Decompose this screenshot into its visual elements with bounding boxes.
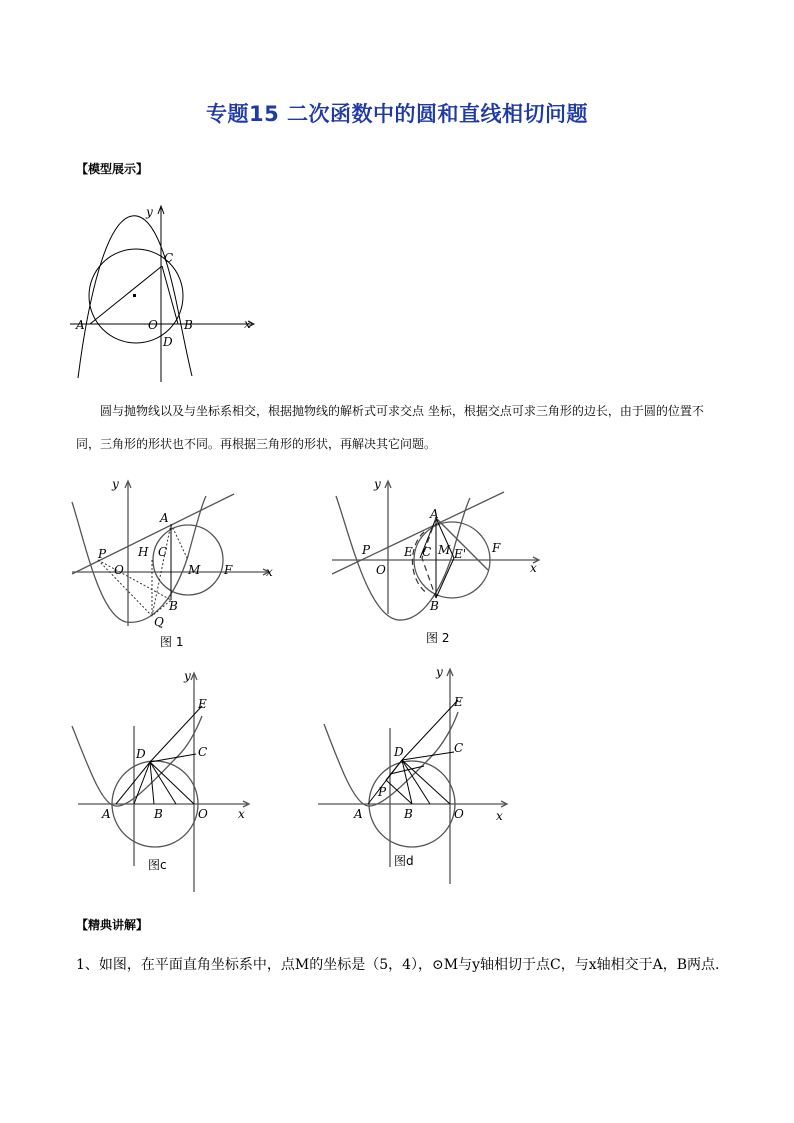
figc-label-e: E [198, 697, 207, 711]
fig2-label-b: B [430, 599, 439, 613]
fig1-label-m: M [188, 563, 201, 577]
section-heading-examples: 【精典讲解】 [76, 918, 149, 932]
fig2-label-e: E [404, 545, 413, 559]
fig1-caption: 图 1 [160, 635, 184, 649]
fig1-label-x: x [266, 565, 273, 579]
page-title: 专题15 二次函数中的圆和直线相切问题 [205, 102, 589, 126]
model-label-a: A [76, 318, 85, 332]
fig2-label-c: C [422, 545, 432, 559]
model-label-b: B [184, 318, 193, 332]
figd-label-d: D [394, 745, 404, 759]
fig1-label-b: B [169, 599, 178, 613]
figc-caption: 图c [148, 858, 167, 872]
figc-label-o: O [198, 807, 208, 821]
figure-1 [68, 476, 288, 654]
figc-label-x: x [238, 807, 245, 821]
fig1-label-o: O [114, 563, 124, 577]
fig1-label-h: H [138, 545, 149, 559]
example-1-text: 1、如图，在平面直角坐标系中，点M的坐标是（5，4），⊙M与y轴相切于点C，与x轴相交于A，B两点. [76, 957, 720, 973]
fig2-label-o: O [376, 563, 386, 577]
fig2-label-y: y [374, 477, 381, 491]
figd-label-p: P [378, 785, 387, 799]
fig2-caption: 图 2 [426, 631, 450, 645]
fig1-label-q: Q [154, 615, 164, 629]
figure-d [314, 662, 524, 887]
figc-label-y: y [184, 669, 191, 683]
model-paragraph: 圆与抛物线以及与坐标系相交，根据抛物线的解析式可求交点 坐标，根据交点可求三角形的边长，由于圆的位置不同，三角形的形状也不同。再根据三角形的形状，再解决其它问题。 [76, 404, 704, 451]
fig1-label-p: P [98, 547, 107, 561]
model-figure [70, 200, 270, 385]
model-label-c: C [164, 251, 174, 265]
fig1-label-c: C [158, 545, 168, 559]
figd-caption: 图d [394, 854, 414, 868]
model-label-o: O [148, 318, 158, 332]
figd-label-o: O [454, 807, 464, 821]
fig1-label-y: y [112, 477, 119, 491]
figure-2 [328, 476, 550, 648]
figc-label-a: A [102, 807, 111, 821]
fig2-label-m: M [438, 543, 451, 557]
fig2-label-e2: E' [454, 547, 467, 561]
figc-label-c: C [198, 745, 208, 759]
figc-label-d: D [136, 747, 146, 761]
figd-label-b: B [404, 807, 413, 821]
fig2-label-f: F [492, 541, 501, 555]
model-label-d: D [163, 335, 173, 349]
model-label-y: y [146, 205, 153, 219]
figd-label-e: E [454, 695, 463, 709]
figd-label-y: y [436, 665, 443, 679]
figc-label-b: B [154, 807, 163, 821]
fig1-label-a: A [160, 511, 169, 525]
fig2-label-x: x [530, 561, 537, 575]
fig2-label-a: A [430, 507, 439, 521]
figd-label-c: C [454, 741, 464, 755]
figd-label-x: x [496, 809, 503, 823]
fig1-label-f: F [224, 563, 233, 577]
fig2-label-p: P [362, 543, 371, 557]
figd-label-a: A [354, 807, 363, 821]
section-heading-model: 【模型展示】 [76, 162, 149, 176]
figure-c [68, 666, 268, 896]
model-label-x: x [244, 317, 251, 331]
